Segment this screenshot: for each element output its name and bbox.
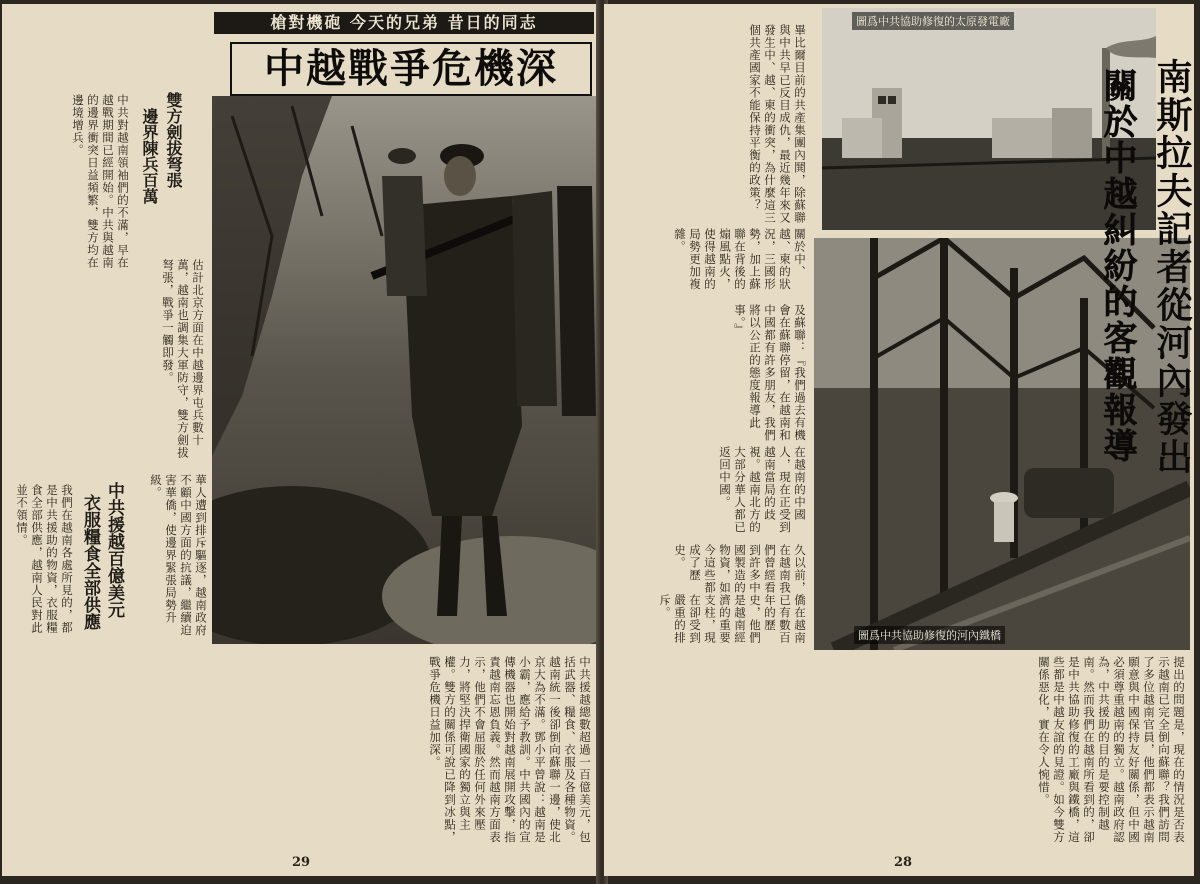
article-col-e: 久以前，在越南我們曾經看到許多中國製造的物資，如今這些都成了歷史。 <box>673 544 807 594</box>
side-headline-1: 雙方劍拔弩張 <box>164 92 183 188</box>
right-page <box>604 4 1194 876</box>
article-bottom-columns: 中共援越總數超過一百億美元，包括武器、糧食、衣服及各種物資。越南統一後卻倒向蘇聯一邊，使北京大為不滿。鄧小平曾說：越南是小霸，應給予教訓。中共國內的宣傳機器也開始對越南展開攻擊，指責越南忘恩負義。然而越南方面表示，他們不會屈服於任何外來壓力，將堅決捍衛國家的獨立與主權。雙方的關係可說已降到冰點，戰爭危機日益加深。 <box>428 656 592 844</box>
article-column-lower-2: 我們在越南各處所見的，都是中共援助的物資，衣服糧食全部供應，越南人民對此並不領情。 <box>15 484 74 634</box>
soldiers-photo <box>212 96 596 644</box>
page-number-left: 29 <box>292 855 311 870</box>
article-col-a: 畢比爾目前的共產集團內鬨，除蘇聯與中共早已反目成仇，最近幾年來又發生中、越、柬的衝突，為什麼這三個共產國家不能保持平衡的政策？ <box>748 24 807 224</box>
left-page <box>2 4 601 876</box>
article-column-mid: 估計北京方面在中越邊界屯兵數十萬，越南也調集大軍防守，雙方劍拔弩張，戰爭一觸即發。 <box>161 259 205 459</box>
side-headline-2: 邊界陳兵百萬 <box>140 108 159 204</box>
main-title: 中越戰爭危機深 <box>230 42 592 96</box>
right-headline-1: 南斯拉夫記者從河內發出 <box>1151 58 1193 476</box>
side-headline-4: 衣服糧食全部供應 <box>80 494 100 630</box>
page-number-right: 28 <box>894 855 913 870</box>
article-col-f: 僑在越南已有數百年的歷史，他們是越南經濟的重要支柱，現在卻受到嚴重的排斥。 <box>658 594 807 644</box>
bottom-photo-caption: 圖爲中共協助修復的河內鐵橋 <box>854 626 1005 644</box>
article-col-d: 在越南的中國人，現在正受到越南當局的歧視。越南北方的大部分華人都已返回中國。 <box>718 446 807 534</box>
top-photo-caption: 圖爲中共協助修復的太原發電廠 <box>852 12 1014 30</box>
article-column-top: 中共對越南領袖們的不滿，早在越戰期間已經開始。中共與越南的邊界衝突日益頻繁，雙方均在邊境增兵。 <box>71 94 130 269</box>
banner-top: 槍對機砲 今天的兄弟 昔日的同志 <box>214 12 594 34</box>
article-col-c: 及蘇聯：『我們過去有機會在蘇聯停留，在越南和中國都有許多朋友，我們將以公正的態度報導此事。』 <box>733 304 807 442</box>
side-headline-3: 中共援越百億美元 <box>104 482 124 618</box>
article-bottom-columns-right: 提出的問題是，現在的情況是否表示越南已完全倒向蘇聯？我們訪問了多位越南官員，他們都表示越南願意與中國保持友好關係，但中國必須尊重越南的獨立。越南政府認為，中共援助的目的是要控制越南。然而我們在越南所看到的，卻是中共協助修復的工廠與鐵橋，這些都是中越友誼的見證。如今雙方關係惡化，實在令人惋惜。 <box>1037 656 1186 844</box>
article-column-lower-1: 華人遭到排斥驅逐，越南政府不顧中國方面的抗議，繼續迫害華僑，使邊界緊張局勢升級。 <box>149 474 208 637</box>
right-headline-2: 關於中越糾紛的客觀報導 <box>1097 68 1137 464</box>
article-col-b: 關於中、越、柬的狀況，三國形勢，加上蘇聯在背後的煽風點火，使得越南的局勢更加複雜。 <box>673 228 807 291</box>
